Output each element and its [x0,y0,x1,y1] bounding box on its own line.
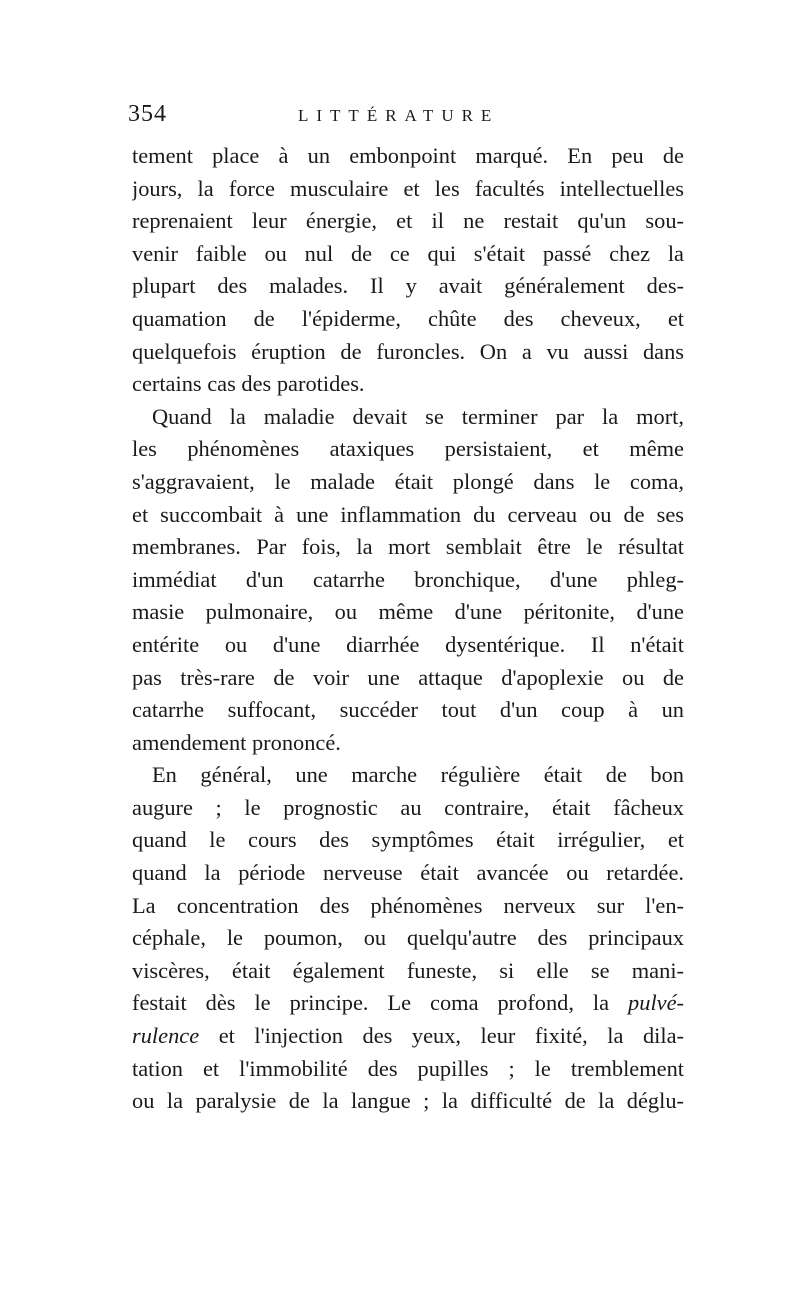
text-line: plupart des malades. Il y avait généralement des- [132,273,684,299]
text-line: ou la paralysie de la langue ; la difficulté de la déglu- [132,1088,684,1114]
text-line: quand la période nerveuse était avancée ou retardée. [132,860,684,886]
text-line: La concentration des phénomènes nerveux sur l'en- [132,892,684,918]
text-line: quand le cours des symptômes était irrégulier, et [132,827,684,853]
text-line: certains cas des parotides. [132,371,365,397]
text-line: tement place à un embonpoint marqué. En peu de [132,143,684,168]
text-line-segment: festait dès le principe. Le coma profond, la [132,990,610,1016]
text-line: masie pulmonaire, ou même d'une péritonite, d'une [132,599,684,625]
text-line: augure ; le prognostic au contraire, était fâcheux [132,794,684,820]
running-head [128,96,688,132]
running-title: LITTÉRATURE [298,106,500,125]
text-line: amendement prononcé. [132,729,341,755]
text-line: catarrhe suffocant, succéder tout d'un coup à un [132,697,684,723]
text-line: pas très-rare de voir une attaque d'apoplexie ou de [132,664,684,690]
text-line: reprenaient leur énergie, et il ne restait qu'un sou- [132,208,684,234]
text-line: céphale, le poumon, ou quelqu'autre des principaux [132,925,684,951]
italic-term: rulence [132,1023,200,1049]
text-line: membranes. Par fois, la mort semblait être le résultat [132,534,684,560]
text-line: s'aggravaient, le malade était plongé dans le coma, [132,468,684,494]
text-line: immédiat d'un catarrhe bronchique, d'une phleg- [132,566,684,592]
text-line: et succombait à une inflammation du cerveau ou de ses [132,501,684,527]
text-line-with-italic [132,987,684,1020]
text-line: Quand la maladie devait se terminer par la mort, [152,403,684,429]
text-line: En général, une marche régulière était de bon [152,762,684,788]
page-number: 354 [128,101,167,127]
text-line: quamation de l'épiderme, chûte des cheveux, et [132,305,684,331]
text-line: venir faible ou nul de ce qui s'était passé chez la [132,240,684,266]
text-line-with-italic [132,1020,684,1053]
text-line: quelquefois éruption de furoncles. On a vu aussi dans [132,338,684,364]
text-line: entérite ou d'une diarrhée dysentérique. Il n'était [132,631,684,657]
text-line: viscères, était également funeste, si elle se mani- [132,957,684,983]
text-line: les phénomènes ataxiques persistaient, et même [132,436,684,462]
text-line: jours, la force musculaire et les facultés intellectuelles [132,175,684,201]
italic-term: pulvé- [628,990,684,1016]
text-line: tation et l'immobilité des pupilles ; le tremblement [132,1055,684,1081]
body-text [132,140,684,1118]
text-line-segment: et l'injection des yeux, leur fixité, la dila- [218,1023,684,1049]
